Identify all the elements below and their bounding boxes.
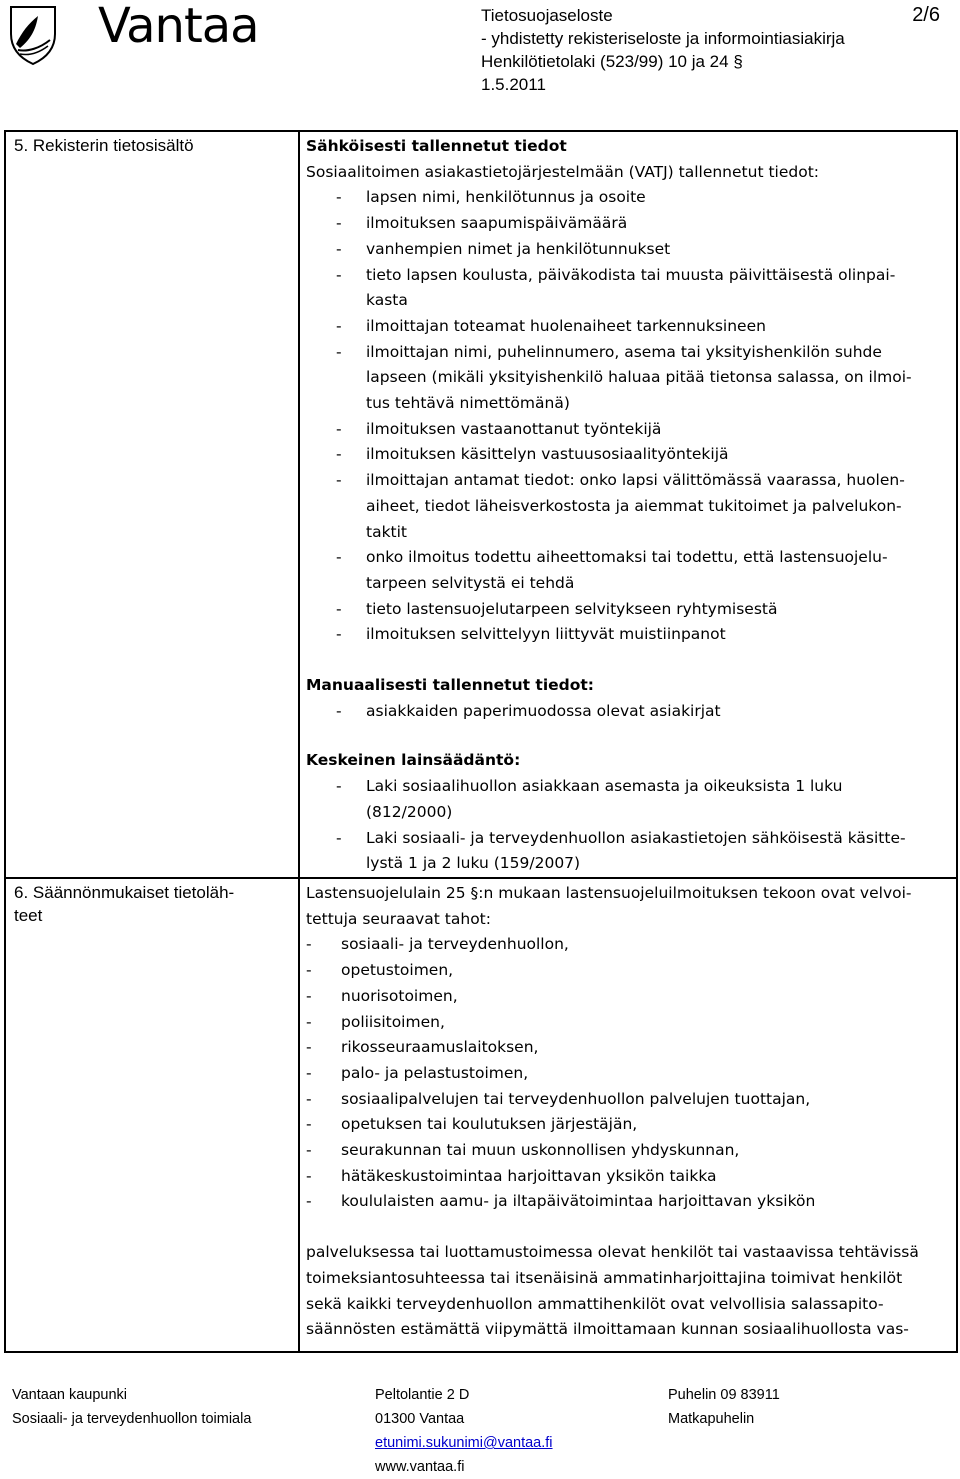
- footer-postal: 01300 Vantaa: [375, 1411, 465, 1427]
- section-6-closing: palveluksessa tai luottamustoimessa olevat henkilöt tai vastaavissa tehtävissä toimeksiantosuhteessa tai itsenäisinä ammatinharjoittajina toimivat henkilöt sekä kaikki terveydenhuollon ammattihenkilöt ovat velvollisia salassapito- säännösten estämättä viipymättä ilmoittamaan kunnan sosiaalihuollosta vas-: [306, 1243, 919, 1339]
- list-item-text: asiakkaiden paperimuodossa olevat asiakirjat: [366, 701, 721, 720]
- list-item-text: ilmoittajan toteamat huolenaiheet tarkennuksineen: [366, 316, 766, 335]
- law-item-list: [306, 774, 948, 877]
- list-item: [306, 545, 948, 596]
- list-item-text: opetustoimen,: [341, 961, 454, 980]
- section-6-content: [299, 878, 957, 1352]
- bullet-dash: -: [336, 471, 342, 490]
- list-item-text: rikosseuraamuslaitoksen,: [341, 1038, 539, 1057]
- list-item: [306, 622, 948, 648]
- bullet-dash: -: [306, 1012, 312, 1031]
- section-5-label: 5. Rekisterin tietosisältö: [5, 131, 299, 878]
- list-item-text: ilmoituksen käsittelyn vastuusosiaalityöntekijä: [366, 445, 729, 464]
- vatj-item-list: [306, 185, 948, 648]
- bullet-dash: -: [336, 445, 342, 464]
- manual-item-list: [306, 699, 948, 725]
- register-content-table: [4, 130, 958, 1353]
- bullet-dash: -: [336, 188, 342, 207]
- bullet-dash: -: [336, 777, 342, 796]
- bullet-dash: -: [306, 1038, 312, 1057]
- bullet-dash: -: [336, 419, 342, 438]
- heading-manual: Manuaalisesti tallennetut tiedot:: [306, 676, 595, 695]
- list-item: [306, 597, 948, 623]
- list-item: [306, 1112, 948, 1138]
- list-item-text: opetuksen tai koulutuksen järjestäjän,: [341, 1115, 638, 1134]
- doc-date: 1.5.2011: [481, 75, 546, 94]
- list-item-text: onko ilmoitus todettu aiheettomaksi tai todettu, että lastensuojelu- tarpeen selvitystä ei tehdä: [366, 548, 888, 592]
- heading-law: Keskeinen lainsäädäntö:: [306, 751, 521, 770]
- list-item-text: ilmoituksen saapumispäivämäärä: [366, 214, 628, 233]
- document-header: [481, 4, 845, 96]
- vantaa-wordmark: Vantaa: [98, 0, 259, 54]
- bullet-dash: -: [306, 986, 312, 1005]
- list-item-text: Laki sosiaalihuollon asiakkaan asemasta ja oikeuksista 1 luku (812/2000): [366, 777, 843, 821]
- bullet-dash: -: [306, 1166, 312, 1185]
- section-6-label: 6. Säännönmukaiset tietoläh- teet: [5, 878, 299, 1352]
- list-item-text: vanhempien nimet ja henkilötunnukset: [366, 239, 671, 258]
- bullet-dash: -: [336, 214, 342, 233]
- footer-mobile: Matkapuhelin: [668, 1411, 755, 1427]
- bullet-dash: -: [306, 935, 312, 954]
- list-item-text: lapsen nimi, henkilötunnus ja osoite: [366, 188, 646, 207]
- page-number: 2/6: [912, 4, 940, 26]
- bullet-dash: -: [336, 342, 342, 361]
- list-item: [306, 826, 948, 877]
- list-item-text: ilmoituksen selvittelyyn liittyvät muistiinpanot: [366, 625, 726, 644]
- list-item: [306, 699, 948, 725]
- list-item: [306, 211, 948, 237]
- list-item: [306, 1164, 948, 1190]
- bullet-dash: -: [306, 1063, 312, 1082]
- list-item: [306, 1035, 948, 1061]
- bullet-dash: -: [306, 1141, 312, 1160]
- vantaa-crest-logo: [8, 4, 58, 66]
- bullet-dash: -: [306, 1089, 312, 1108]
- footer-phone-number: Puhelin 09 83911: [668, 1387, 780, 1403]
- reporting-parties-list: [306, 932, 948, 1215]
- footer-web: www.vantaa.fi: [375, 1459, 465, 1475]
- section-6-intro: Lastensuojelulain 25 §:n mukaan lastensuojeluilmoituksen tekoon ovat velvoi- tettuja seuraavat tahot:: [306, 883, 912, 928]
- list-item-text: koululaisten aamu- ja iltapäivätoimintaa harjoittavan yksikön: [341, 1192, 816, 1211]
- list-item: [306, 468, 948, 545]
- list-item: [306, 1010, 948, 1036]
- doc-subtitle: - yhdistetty rekisteriseloste ja informointiasiakirja: [481, 29, 845, 48]
- bullet-dash: -: [336, 316, 342, 335]
- list-item: [306, 932, 948, 958]
- bullet-dash: -: [336, 625, 342, 644]
- list-item-text: tieto lastensuojelutarpeen selvitykseen ryhtymisestä: [366, 599, 778, 618]
- list-item-text: sosiaali- ja terveydenhuollon,: [341, 935, 569, 954]
- vatj-intro: Sosiaalitoimen asiakastietojärjestelmään (VATJ) tallennetut tiedot:: [306, 162, 819, 181]
- bullet-dash: -: [336, 548, 342, 567]
- bullet-dash: -: [336, 265, 342, 284]
- bullet-dash: -: [336, 239, 342, 258]
- list-item-text: hätäkeskustoimintaa harjoittavan yksikön taikka: [341, 1166, 717, 1185]
- bullet-dash: -: [306, 1115, 312, 1134]
- heading-electronic: Sähköisesti tallennetut tiedot: [306, 137, 567, 155]
- list-item: [306, 442, 948, 468]
- list-item: [306, 1061, 948, 1087]
- bullet-dash: -: [306, 961, 312, 980]
- list-item: [306, 1138, 948, 1164]
- list-item: [306, 237, 948, 263]
- list-item: [306, 185, 948, 211]
- list-item-text: seurakunnan tai muun uskonnollisen yhdyskunnan,: [341, 1141, 740, 1160]
- table-row: [5, 878, 957, 1352]
- list-item-text: tieto lapsen koulusta, päiväkodista tai muusta päivittäisestä olinpai- kasta: [366, 265, 896, 310]
- section-5-content: [299, 131, 957, 878]
- table-row: [5, 131, 957, 878]
- bullet-dash: -: [336, 599, 342, 618]
- bullet-dash: -: [336, 701, 342, 720]
- list-item-text: ilmoittajan antamat tiedot: onko lapsi välittömässä vaarassa, huolen- aiheet, tiedot läheisverkostosta ja aiemmat tukitoimet ja palvelukon- taktit: [366, 471, 905, 541]
- list-item: [306, 984, 948, 1010]
- list-item-text: ilmoittajan nimi, puhelinnumero, asema tai yksityishenkilön suhde lapseen (mikäli yksityishenkilö haluaa pitää tietonsa salassa, on ilmoi- tus tehtävä nimettömänä): [366, 342, 912, 413]
- list-item-text: Laki sosiaali- ja terveydenhuollon asiakastietojen sähköisestä käsitte- lystä 1 ja 2 luku (159/2007): [366, 828, 906, 873]
- footer-address: [375, 1383, 553, 1479]
- list-item: [306, 1189, 948, 1215]
- list-item-text: nuorisotoimen,: [341, 986, 458, 1005]
- list-item-text: ilmoituksen vastaanottanut työntekijä: [366, 419, 662, 438]
- footer-street: Peltolantie 2 D: [375, 1387, 470, 1403]
- footer-org-name: Vantaan kaupunki: [12, 1387, 128, 1403]
- doc-title: Tietosuojaseloste: [481, 6, 613, 25]
- footer-phone: [668, 1383, 780, 1431]
- list-item-text: sosiaalipalvelujen tai terveydenhuollon palvelujen tuottajan,: [341, 1089, 811, 1108]
- list-item: [306, 417, 948, 443]
- list-item: [306, 314, 948, 340]
- law-reference: Henkilötietolaki (523/99) 10 ja 24 §: [481, 52, 743, 71]
- footer-dept: Sosiaali- ja terveydenhuollon toimiala: [12, 1411, 252, 1427]
- bullet-dash: -: [336, 828, 342, 847]
- footer-org: [12, 1383, 251, 1431]
- list-item-text: poliisitoimen,: [341, 1012, 445, 1031]
- footer-email-link[interactable]: etunimi.sukunimi@vantaa.fi: [375, 1435, 553, 1451]
- list-item: [306, 958, 948, 984]
- list-item: [306, 263, 948, 314]
- list-item: [306, 340, 948, 417]
- list-item: [306, 774, 948, 825]
- list-item-text: palo- ja pelastustoimen,: [341, 1063, 529, 1082]
- bullet-dash: -: [306, 1192, 312, 1211]
- list-item: [306, 1087, 948, 1113]
